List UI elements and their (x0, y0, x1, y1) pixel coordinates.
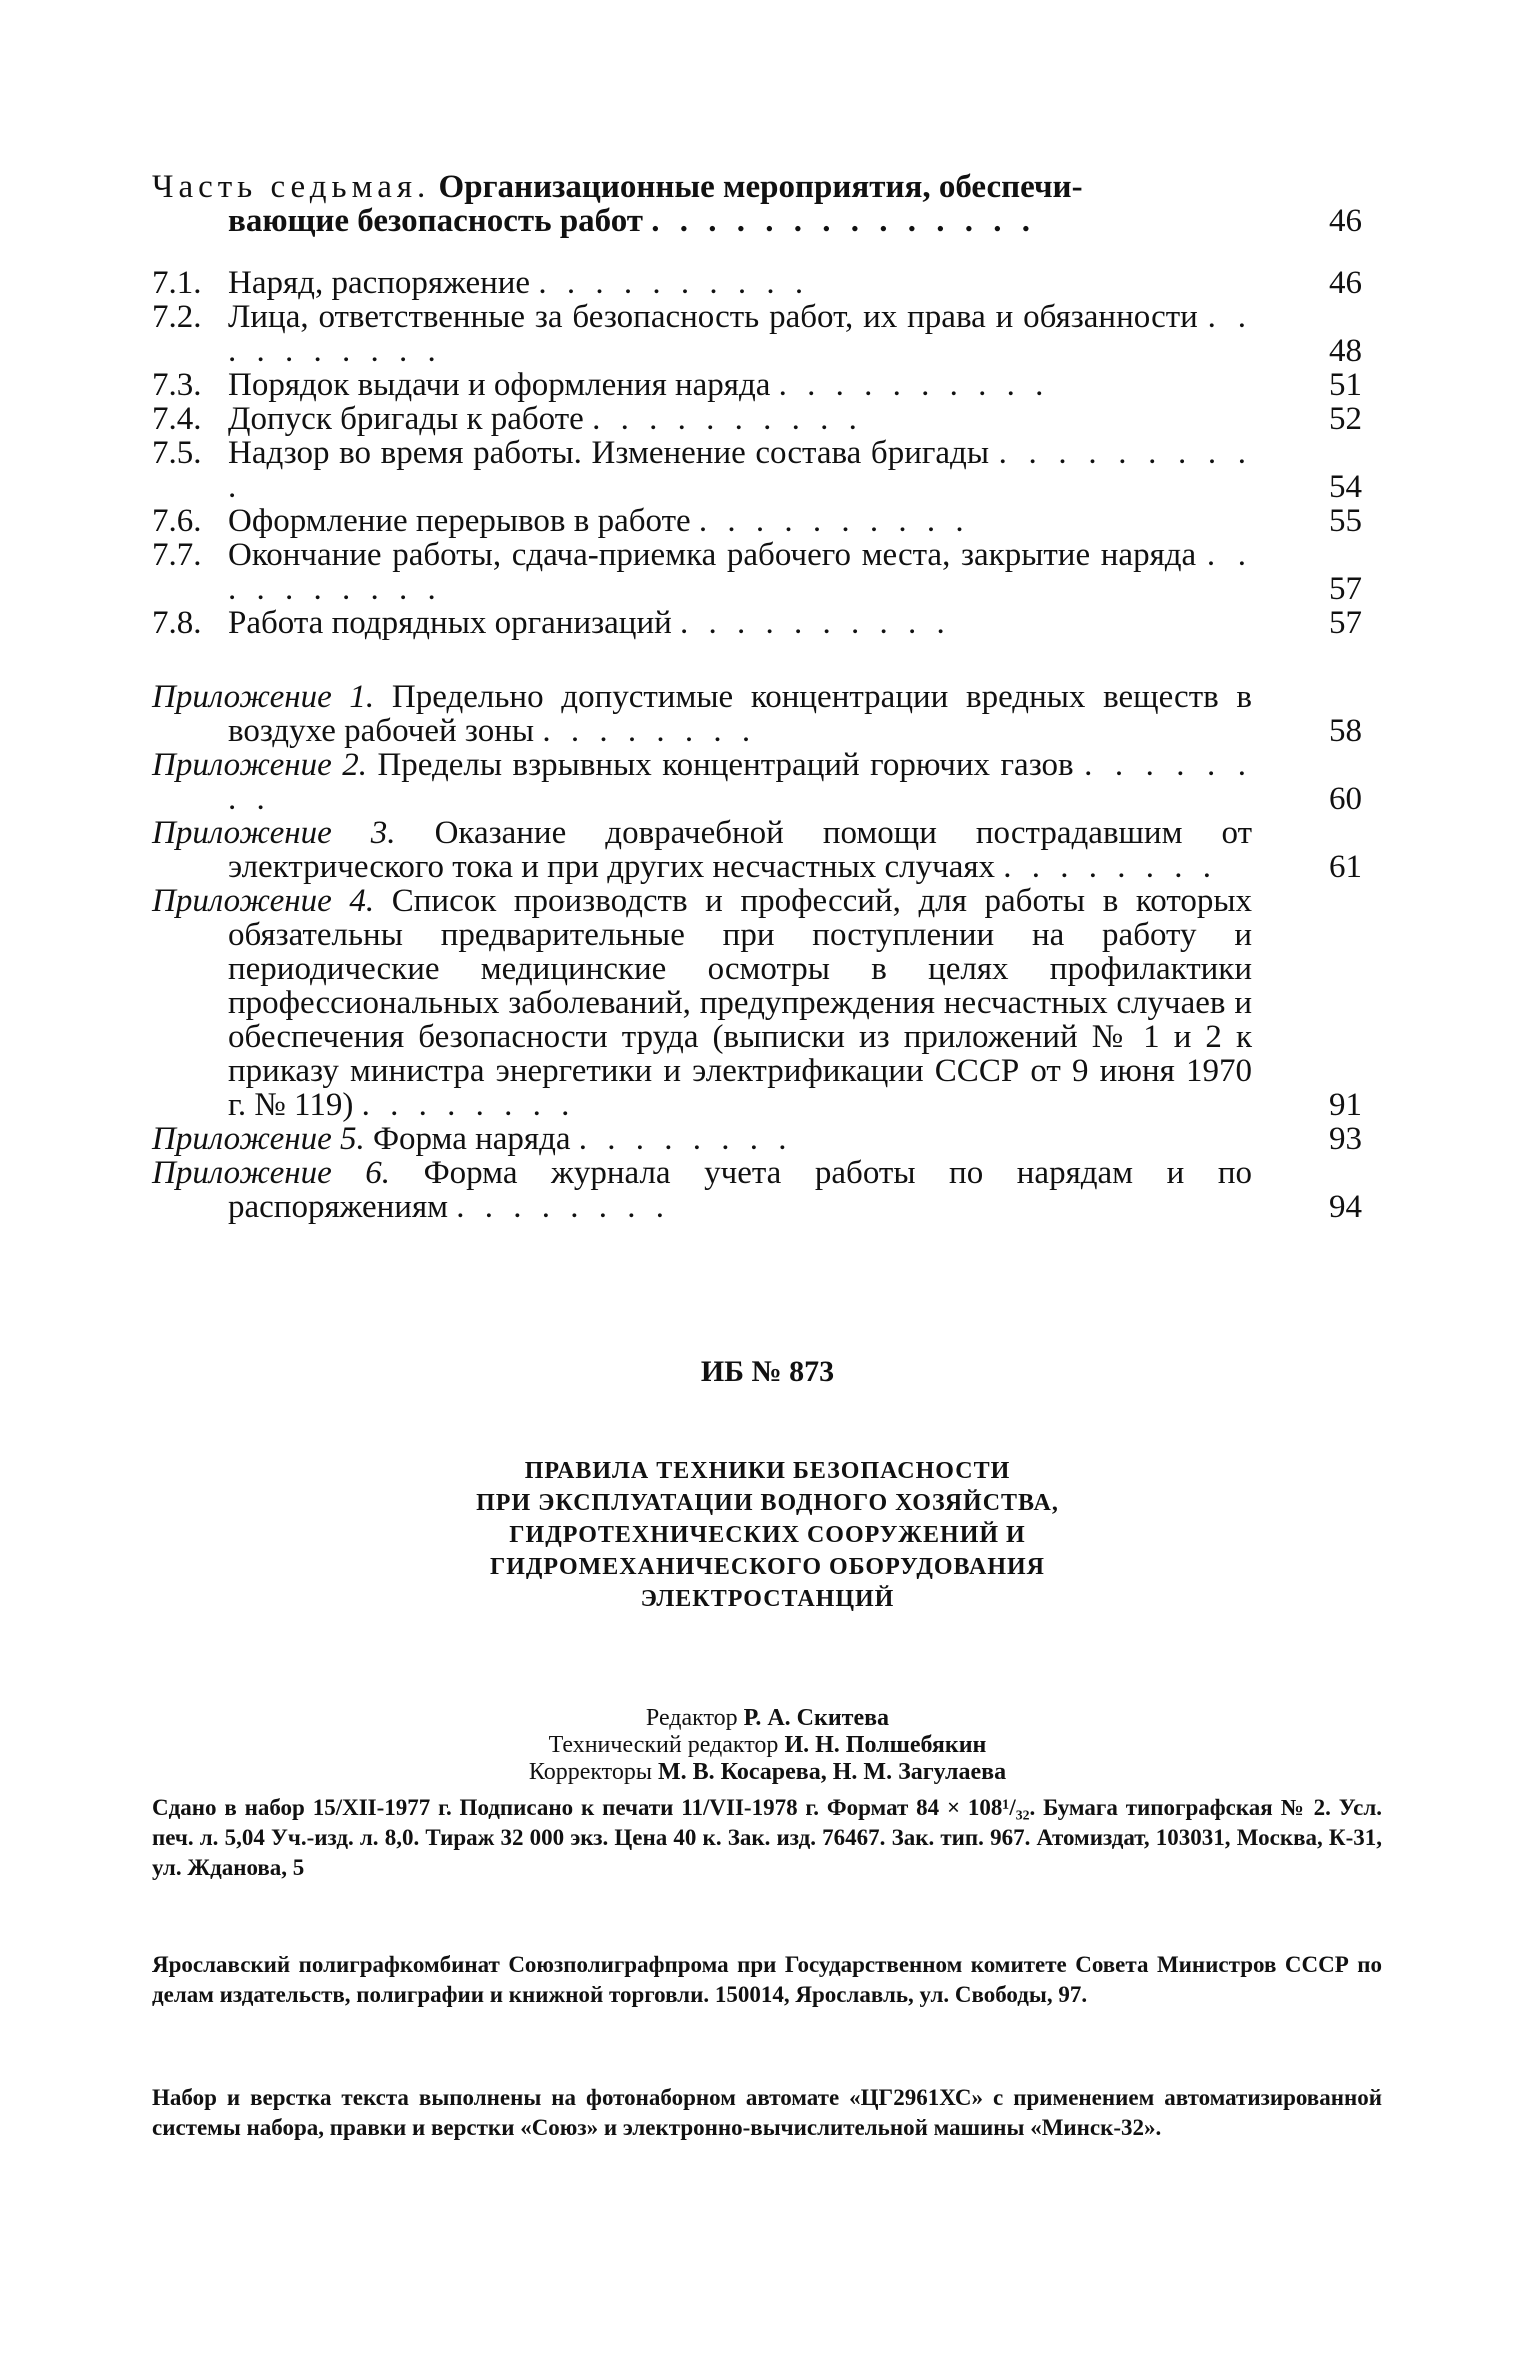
toc-item-title: Наряд, распоряжение (228, 265, 531, 301)
toc-appendix: Приложение 2. Пределы взрывных концентраций горючих газов . . . . . . . . 60 (152, 747, 1362, 817)
appendix-title: Оказание доврачебной помощи пострадавшим от электрического тока и при других несчастных случаях (228, 815, 1253, 885)
editor-name: Р. А. Скитева (743, 1705, 890, 1731)
toc-page-number: 46 (1329, 265, 1362, 301)
toc-item-number: 7.3. (152, 367, 202, 403)
toc-appendix: Приложение 6. Форма журнала учета работы по нарядам и по распоряжениям . . . . . . . . 94 (152, 1155, 1362, 1225)
toc-item-number: 7.8. (152, 605, 202, 641)
toc-item-number: 7.1. (152, 265, 202, 301)
book-title-line: ПРАВИЛА ТЕХНИКИ БЕЗОПАСНОСТИ (524, 1458, 1011, 1484)
toc-appendix: Приложение 3. Оказание доврачебной помощи пострадавшим от электрического тока и при других несчастных случаях . . . . . . . . 61 (152, 815, 1362, 885)
table-of-contents (152, 170, 1362, 1224)
toc-item-title: Допуск бригады к работе (228, 401, 584, 437)
toc-item-number: 7.7. (152, 537, 202, 573)
book-title-line: ЭЛЕКТРОСТАНЦИЙ (640, 1586, 895, 1612)
appendix-title: Форма наряда (372, 1121, 571, 1157)
toc-appendix: Приложение 4. Список производств и профессий, для работы в которых обязательны предварительные при поступлении на работу и периодические медицинские осмотры в целях профилактики профессиональных заболеваний, предупреждения несчастных случаев и обеспечения безопасности труда (выписки из приложений № 1 и 2 к приказу министра энергетики и электрификации СССР от 9 июня 1970 г. № 119) . . . . . . . . 91 (152, 883, 1362, 1123)
toc-item-title: Окончание работы, сдача-приемка рабочего места, закрытие наряда (228, 537, 1197, 573)
toc-item-number: 7.4. (152, 401, 202, 437)
toc-item: 7.1. Наряд, распоряжение . . . . . . . . . . 46 (152, 265, 1362, 301)
appendix-label: Приложение 3. (152, 815, 396, 851)
appendix-label: Приложение 4. (152, 883, 375, 919)
toc-page-number: 55 (1329, 503, 1362, 539)
toc-page-number: 93 (1329, 1121, 1362, 1157)
toc-page-number: 60 (1329, 781, 1362, 817)
toc-item: 7.3. Порядок выдачи и оформления наряда . . . . . . . . . . 51 (152, 367, 1362, 403)
appendix-title: Список производств и профессий, для работы в которых обязательны предварительные при поступлении на работу и периодические медицинские осмотры в целях профилактики профессиональных заболеваний, предупреждения несчастных случаев и обеспечения безопасности труда (выписки из приложений № 1 и 2 к приказу министра энергетики и электрификации СССР от 9 июня 1970 г. № 119) (228, 883, 1253, 1123)
appendix-label: Приложение 6. (152, 1155, 391, 1191)
toc-page-number: 57 (1329, 605, 1362, 641)
toc-item: 7.2. Лица, ответственные за безопасность работ, их права и обязанности . . . . . . . . . . 48 (152, 299, 1362, 369)
correctors-names: М. В. Косарева, Н. М. Загулаева (657, 1759, 1007, 1785)
toc-item: 7.8. Работа подрядных организаций . . . . . . . . . . 57 (152, 605, 1362, 641)
printer-info: Ярославский полиграфкомбинат Союзполиграфпрома при Государственном комитете Совета Министров СССР по делам издательств, полиграфии и книжной торговли. 150014, Ярославль, ул. Свободы, 97. (152, 1952, 1382, 2007)
toc-appendix: Приложение 1. Предельно допустимые концентрации вредных веществ в воздухе рабочей зоны . . . . . . . . 58 (152, 679, 1362, 749)
editor-label: Редактор (645, 1705, 738, 1731)
correctors-label: Корректоры (528, 1759, 652, 1785)
appendix-title: Предельно допустимые концентрации вредных веществ в воздухе рабочей зоны (228, 679, 1252, 749)
toc-page-number: 94 (1329, 1189, 1362, 1225)
appendix-label: Приложение 1. (152, 679, 375, 715)
ib-number: ИБ № 873 (700, 1355, 835, 1388)
book-title (0, 1455, 1535, 1615)
toc-page-number: 51 (1329, 367, 1362, 403)
toc-part-heading: Часть седьмая. Организационные мероприятия, обеспечи- вающие безопасность работ . . . . . . . . . . . . . . 46 (152, 169, 1362, 239)
toc-item-title: Надзор во время работы. Изменение состава бригады (228, 435, 990, 471)
toc-section-list (152, 266, 1362, 640)
toc-item: 7.6. Оформление перерывов в работе . . . . . . . . . . 55 (152, 503, 1362, 539)
part-title-line1: Организационные мероприятия, обеспечи- (438, 169, 1083, 205)
toc-page-number: 61 (1329, 849, 1362, 885)
toc-item-title: Оформление перерывов в работе (228, 503, 691, 539)
typesetting-info: Набор и верстка текста выполнены на фотонаборном автомате «ЦГ2961ХС» с применением автоматизированной системы набора, правки и верстки «Союз» и электронно-вычислительной машины «Минск-32». (152, 2085, 1382, 2140)
toc-appendix-list (152, 680, 1362, 1224)
appendix-label: Приложение 5. (152, 1121, 365, 1157)
toc-item: 7.4. Допуск бригады к работе . . . . . . . . . . 52 (152, 401, 1362, 437)
appendix-title: Форма журнала учета работы по нарядам и по распоряжениям (228, 1155, 1253, 1225)
part-title-line2: вающие безопасность работ (228, 203, 644, 239)
toc-page-number: 91 (1329, 1087, 1362, 1123)
toc-item: 7.7. Окончание работы, сдача-приемка рабочего места, закрытие наряда . . . . . . . . . . 57 (152, 537, 1362, 607)
appendix-title: Пределы взрывных концентраций горючих газов (377, 747, 1074, 783)
toc-page-number: 54 (1329, 469, 1362, 505)
toc-item-title: Работа подрядных организаций (228, 605, 672, 641)
tech-editor-label: Технический редактор (548, 1732, 779, 1758)
toc-page-number: 48 (1329, 333, 1362, 369)
toc-item-title: Лица, ответственные за безопасность работ, их права и обязанности (228, 299, 1198, 335)
toc-item-title: Порядок выдачи и оформления наряда (228, 367, 771, 403)
toc-item-number: 7.6. (152, 503, 202, 539)
toc-item-number: 7.5. (152, 435, 202, 471)
toc-page-number: 57 (1329, 571, 1362, 607)
toc-page-number: 46 (1329, 203, 1362, 239)
part-lead: Часть седьмая. (152, 169, 431, 205)
toc-page-number: 58 (1329, 713, 1362, 749)
print-info: Сдано в набор 15/XII-1977 г. Подписано к печати 11/VII-1978 г. Формат 84 × 108¹/₃₂. Бумага типографская № 2. Усл. печ. л. 5,04 Уч.-изд. л. 8,0. Тираж 32 000 экз. Цена 40 к. Зак. изд. 76467. Зак. тип. 967. Атомиздат, 103031, Москва, К-31, ул. Жданова, 5 (152, 1795, 1382, 1880)
toc-page-number: 52 (1329, 401, 1362, 437)
tech-editor-name: И. Н. Полшебякин (784, 1732, 987, 1758)
editors-block (0, 1705, 1535, 1786)
toc-item: 7.5. Надзор во время работы. Изменение состава бригады . . . . . . . . . . 54 (152, 435, 1362, 505)
book-title-line: ГИДРОМЕХАНИЧЕСКОГО ОБОРУДОВАНИЯ (489, 1554, 1046, 1580)
appendix-label: Приложение 2. (152, 747, 367, 783)
book-title-line: ПРИ ЭКСПЛУАТАЦИИ ВОДНОГО ХОЗЯЙСТВА, (476, 1490, 1059, 1516)
book-title-line: ГИДРОТЕХНИЧЕСКИХ СООРУЖЕНИЙ И (509, 1522, 1026, 1548)
toc-item-number: 7.2. (152, 299, 202, 335)
toc-appendix: Приложение 5. Форма наряда . . . . . . . . 93 (152, 1121, 1362, 1157)
